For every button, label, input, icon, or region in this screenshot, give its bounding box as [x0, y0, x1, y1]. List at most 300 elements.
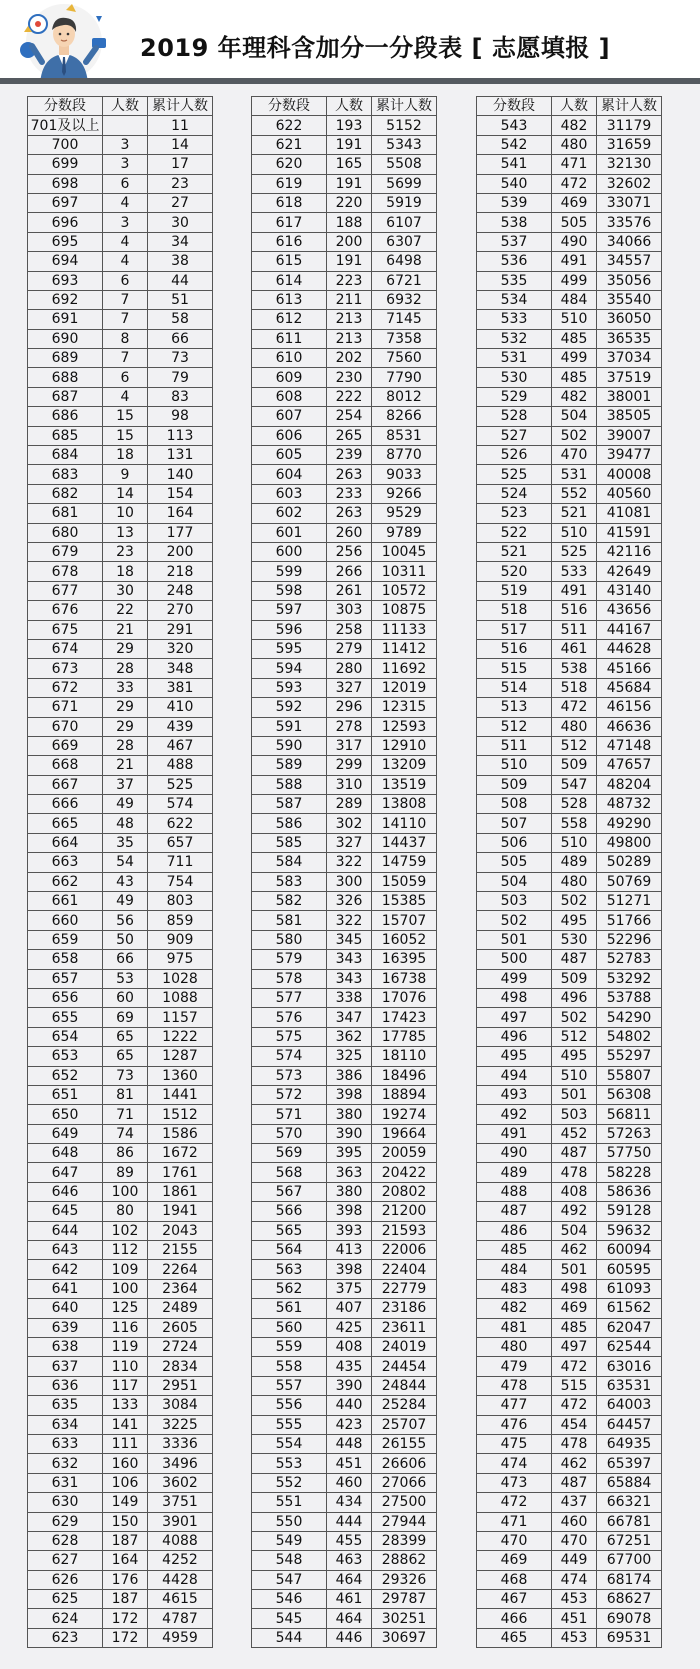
cell-score-range: 498 [477, 988, 552, 1007]
cell-count: 487 [552, 1144, 597, 1163]
cell-count: 106 [103, 1473, 148, 1492]
table-row [252, 1628, 437, 1647]
cell-count: 60 [103, 988, 148, 1007]
cell-cumulative: 5699 [372, 174, 437, 193]
cell-count: 558 [552, 814, 597, 833]
cell-score-range: 670 [28, 717, 103, 736]
cell-count: 191 [327, 174, 372, 193]
cell-score-range: 467 [477, 1590, 552, 1609]
cell-count: 482 [552, 387, 597, 406]
table-row [28, 1338, 213, 1357]
cell-count: 408 [552, 1182, 597, 1201]
cell-score-range: 486 [477, 1221, 552, 1240]
table-row [28, 193, 213, 212]
cell-count: 263 [327, 465, 372, 484]
cell-score-range: 595 [252, 639, 327, 658]
table-row [252, 193, 437, 212]
table-row [252, 601, 437, 620]
cell-count: 160 [103, 1454, 148, 1473]
cell-score-range: 698 [28, 174, 103, 193]
cell-cumulative: 8531 [372, 426, 437, 445]
cell-score-range: 664 [28, 833, 103, 852]
cell-score-range: 499 [477, 969, 552, 988]
cell-score-range: 622 [252, 116, 327, 135]
cell-count: 398 [327, 1202, 372, 1221]
cell-cumulative: 270 [148, 601, 213, 620]
table-row [28, 1454, 213, 1473]
cell-score-range: 684 [28, 446, 103, 465]
table-row [28, 756, 213, 775]
cell-count: 4 [103, 252, 148, 271]
table-row [477, 872, 662, 891]
table-row [477, 1512, 662, 1531]
cell-score-range: 603 [252, 484, 327, 503]
cell-score-range: 502 [477, 911, 552, 930]
table-row [252, 135, 437, 154]
cell-score-range: 570 [252, 1124, 327, 1143]
table-row [477, 717, 662, 736]
cell-score-range: 582 [252, 892, 327, 911]
cell-count: 18 [103, 446, 148, 465]
cell-cumulative: 18110 [372, 1047, 437, 1066]
cell-cumulative: 15385 [372, 892, 437, 911]
table-row [28, 232, 213, 251]
table-row [252, 310, 437, 329]
cell-count: 446 [327, 1628, 372, 1647]
cell-cumulative: 32602 [597, 174, 662, 193]
cell-score-range: 665 [28, 814, 103, 833]
cell-count: 547 [552, 775, 597, 794]
cell-cumulative: 33071 [597, 193, 662, 212]
cell-score-range: 539 [477, 193, 552, 212]
table-row [477, 988, 662, 1007]
cell-cumulative: 17423 [372, 1008, 437, 1027]
table-row [252, 736, 437, 755]
cell-count: 449 [552, 1551, 597, 1570]
cell-count: 74 [103, 1124, 148, 1143]
cell-count: 21 [103, 756, 148, 775]
cell-score-range: 677 [28, 581, 103, 600]
cell-cumulative: 14437 [372, 833, 437, 852]
cell-cumulative: 3751 [148, 1493, 213, 1512]
cell-score-range: 592 [252, 698, 327, 717]
cell-count: 278 [327, 717, 372, 736]
cell-score-range: 616 [252, 232, 327, 251]
cell-score-range: 515 [477, 659, 552, 678]
cell-score-range: 676 [28, 601, 103, 620]
table-row [252, 1396, 437, 1415]
cell-cumulative: 25284 [372, 1396, 437, 1415]
table-row [252, 1105, 437, 1124]
cell-cumulative: 754 [148, 872, 213, 891]
cell-score-range: 554 [252, 1434, 327, 1453]
cell-count: 496 [552, 988, 597, 1007]
cell-count: 109 [103, 1260, 148, 1279]
cell-count: 504 [552, 407, 597, 426]
cell-cumulative: 30251 [372, 1609, 437, 1628]
cell-score-range: 504 [477, 872, 552, 891]
cell-count: 380 [327, 1182, 372, 1201]
cell-score-range: 692 [28, 290, 103, 309]
cell-count: 265 [327, 426, 372, 445]
table-row [252, 252, 437, 271]
cell-count: 165 [327, 155, 372, 174]
cell-cumulative: 66321 [597, 1493, 662, 1512]
cell-count: 510 [552, 523, 597, 542]
cell-count: 538 [552, 659, 597, 678]
cell-cumulative: 31179 [597, 116, 662, 135]
cell-score-range: 503 [477, 892, 552, 911]
cell-count: 110 [103, 1357, 148, 1376]
cell-cumulative: 381 [148, 678, 213, 697]
cell-cumulative: 16395 [372, 950, 437, 969]
cell-cumulative: 35540 [597, 290, 662, 309]
cell-cumulative: 3602 [148, 1473, 213, 1492]
cell-count: 453 [552, 1590, 597, 1609]
cell-count: 187 [103, 1590, 148, 1609]
table-row [252, 1047, 437, 1066]
cell-count: 470 [552, 446, 597, 465]
table-row [477, 1299, 662, 1318]
cell-cumulative: 44167 [597, 620, 662, 639]
cell-score-range: 549 [252, 1531, 327, 1550]
cell-cumulative: 23 [148, 174, 213, 193]
cell-cumulative: 9529 [372, 504, 437, 523]
cell-score-range: 548 [252, 1551, 327, 1570]
cell-cumulative: 131 [148, 446, 213, 465]
table-row [28, 1473, 213, 1492]
cell-cumulative: 46636 [597, 717, 662, 736]
table-row [28, 853, 213, 872]
cell-count: 462 [552, 1241, 597, 1260]
cell-count: 521 [552, 504, 597, 523]
cell-score-range: 487 [477, 1202, 552, 1221]
table-row [252, 833, 437, 852]
cell-cumulative: 55807 [597, 1066, 662, 1085]
table-row [252, 620, 437, 639]
cell-score-range: 659 [28, 930, 103, 949]
cell-score-range: 466 [477, 1609, 552, 1628]
cell-count: 499 [552, 349, 597, 368]
table-row [252, 853, 437, 872]
cell-score-range: 493 [477, 1085, 552, 1104]
table-row [252, 756, 437, 775]
cell-count: 29 [103, 698, 148, 717]
table-row [252, 872, 437, 891]
cell-score-range: 470 [477, 1531, 552, 1550]
cell-cumulative: 40008 [597, 465, 662, 484]
cell-score-range: 522 [477, 523, 552, 542]
cell-cumulative: 51271 [597, 892, 662, 911]
cell-count: 518 [552, 678, 597, 697]
cell-count: 102 [103, 1221, 148, 1240]
cell-cumulative: 154 [148, 484, 213, 503]
table-row [28, 1512, 213, 1531]
cell-count: 54 [103, 853, 148, 872]
table-row [252, 562, 437, 581]
cell-score-range: 596 [252, 620, 327, 639]
table-row [477, 155, 662, 174]
cell-cumulative: 6307 [372, 232, 437, 251]
cell-count: 81 [103, 1085, 148, 1104]
table-row [28, 930, 213, 949]
table-row [28, 484, 213, 503]
cell-score-range: 649 [28, 1124, 103, 1143]
table-row [252, 523, 437, 542]
table-row [477, 1260, 662, 1279]
cell-count: 260 [327, 523, 372, 542]
table-row [28, 1299, 213, 1318]
cell-score-range: 633 [28, 1434, 103, 1453]
cell-score-range: 634 [28, 1415, 103, 1434]
table-row [252, 465, 437, 484]
table-row [252, 1085, 437, 1104]
cell-count: 53 [103, 969, 148, 988]
cell-count: 65 [103, 1047, 148, 1066]
cell-cumulative: 1861 [148, 1182, 213, 1201]
cell-cumulative: 12019 [372, 678, 437, 697]
table-row [477, 1027, 662, 1046]
cell-count: 464 [327, 1609, 372, 1628]
cell-cumulative: 60094 [597, 1241, 662, 1260]
cell-score-range: 568 [252, 1163, 327, 1182]
cell-score-range: 578 [252, 969, 327, 988]
table-row [252, 795, 437, 814]
cell-count: 455 [327, 1531, 372, 1550]
cell-count: 263 [327, 504, 372, 523]
cell-cumulative: 9033 [372, 465, 437, 484]
cell-count: 492 [552, 1202, 597, 1221]
table-row [28, 1221, 213, 1240]
table-row [28, 1415, 213, 1434]
cell-cumulative: 6932 [372, 290, 437, 309]
table-row [477, 1221, 662, 1240]
cell-score-range: 617 [252, 213, 327, 232]
cell-score-range: 683 [28, 465, 103, 484]
cell-cumulative: 4959 [148, 1628, 213, 1647]
cell-cumulative: 27944 [372, 1512, 437, 1531]
table-row [252, 1066, 437, 1085]
cell-count: 258 [327, 620, 372, 639]
cell-score-range: 690 [28, 329, 103, 348]
cell-score-range: 569 [252, 1144, 327, 1163]
cell-cumulative: 25707 [372, 1415, 437, 1434]
table-row [477, 795, 662, 814]
cell-count: 4 [103, 193, 148, 212]
cell-score-range: 529 [477, 387, 552, 406]
cell-score-range: 571 [252, 1105, 327, 1124]
cell-score-range: 669 [28, 736, 103, 755]
header-cumulative: 累计人数 [148, 97, 213, 116]
table-row [477, 368, 662, 387]
cell-cumulative: 64935 [597, 1434, 662, 1453]
cell-score-range: 492 [477, 1105, 552, 1124]
cell-count: 116 [103, 1318, 148, 1337]
cell-score-range: 505 [477, 853, 552, 872]
cell-cumulative: 20059 [372, 1144, 437, 1163]
cell-cumulative: 22006 [372, 1241, 437, 1260]
table-row [28, 310, 213, 329]
cell-count: 512 [552, 1027, 597, 1046]
table-row [28, 1376, 213, 1395]
cell-score-range: 490 [477, 1144, 552, 1163]
cell-cumulative: 30697 [372, 1628, 437, 1647]
table-row [252, 1570, 437, 1589]
cell-cumulative: 1028 [148, 969, 213, 988]
cell-score-range: 472 [477, 1493, 552, 1512]
cell-score-range: 469 [477, 1551, 552, 1570]
cell-cumulative: 46156 [597, 698, 662, 717]
cell-score-range: 477 [477, 1396, 552, 1415]
table-row [28, 1163, 213, 1182]
table-row [28, 387, 213, 406]
cell-cumulative: 40560 [597, 484, 662, 503]
cell-count: 423 [327, 1415, 372, 1434]
cell-count: 345 [327, 930, 372, 949]
cell-count: 478 [552, 1434, 597, 1453]
cell-score-range: 510 [477, 756, 552, 775]
cell-count: 222 [327, 387, 372, 406]
cell-count: 480 [552, 135, 597, 154]
table-row [252, 775, 437, 794]
cell-count: 193 [327, 116, 372, 135]
cell-score-range: 586 [252, 814, 327, 833]
cell-cumulative: 7358 [372, 329, 437, 348]
cell-cumulative: 38505 [597, 407, 662, 426]
cell-cumulative: 711 [148, 853, 213, 872]
cell-score-range: 534 [477, 290, 552, 309]
cell-count: 472 [552, 174, 597, 193]
table-row [252, 407, 437, 426]
table-header-row [252, 97, 437, 116]
cell-count: 501 [552, 1260, 597, 1279]
cell-cumulative: 36050 [597, 310, 662, 329]
cell-count: 172 [103, 1628, 148, 1647]
cell-cumulative: 47657 [597, 756, 662, 775]
table-row [477, 135, 662, 154]
cell-cumulative: 11 [148, 116, 213, 135]
cell-cumulative: 2489 [148, 1299, 213, 1318]
table-row [252, 988, 437, 1007]
cell-count: 437 [552, 1493, 597, 1512]
table-row [28, 542, 213, 561]
table-row [28, 1047, 213, 1066]
cell-cumulative: 5343 [372, 135, 437, 154]
cell-cumulative: 24454 [372, 1357, 437, 1376]
cell-cumulative: 10045 [372, 542, 437, 561]
table-row [477, 833, 662, 852]
cell-cumulative: 45684 [597, 678, 662, 697]
cell-cumulative: 218 [148, 562, 213, 581]
cell-count: 472 [552, 1396, 597, 1415]
cell-count: 528 [552, 795, 597, 814]
cell-score-range: 598 [252, 581, 327, 600]
cell-count: 100 [103, 1279, 148, 1298]
cell-cumulative: 65397 [597, 1454, 662, 1473]
cell-score-range: 532 [477, 329, 552, 348]
cell-score-range: 611 [252, 329, 327, 348]
table-row [477, 1066, 662, 1085]
cell-score-range: 535 [477, 271, 552, 290]
table-row [28, 155, 213, 174]
cell-count: 300 [327, 872, 372, 891]
cell-cumulative: 291 [148, 620, 213, 639]
cell-score-range: 685 [28, 426, 103, 445]
cell-cumulative: 39007 [597, 426, 662, 445]
cell-score-range: 694 [28, 252, 103, 271]
cell-count: 451 [552, 1609, 597, 1628]
cell-score-range: 489 [477, 1163, 552, 1182]
score-table-right [476, 96, 662, 1648]
cell-score-range: 540 [477, 174, 552, 193]
cell-score-range: 606 [252, 426, 327, 445]
cell-cumulative: 8266 [372, 407, 437, 426]
cell-cumulative: 68174 [597, 1570, 662, 1589]
table-row [28, 1008, 213, 1027]
cell-count: 362 [327, 1027, 372, 1046]
table-row [28, 504, 213, 523]
cell-count: 89 [103, 1163, 148, 1182]
cell-cumulative: 66 [148, 329, 213, 348]
cell-score-range: 584 [252, 853, 327, 872]
cell-count: 512 [552, 736, 597, 755]
businessman-logo-icon [18, 2, 114, 84]
table-row [477, 1570, 662, 1589]
cell-count: 474 [552, 1570, 597, 1589]
cell-cumulative: 574 [148, 795, 213, 814]
cell-cumulative: 11133 [372, 620, 437, 639]
cell-score-range: 686 [28, 407, 103, 426]
header-count: 人数 [327, 97, 372, 116]
cell-count: 454 [552, 1415, 597, 1434]
table-row [28, 872, 213, 891]
cell-cumulative: 1761 [148, 1163, 213, 1182]
cell-score-range: 626 [28, 1570, 103, 1589]
cell-cumulative: 14759 [372, 853, 437, 872]
cell-count: 398 [327, 1260, 372, 1279]
score-table-middle [251, 96, 437, 1648]
cell-count: 464 [327, 1570, 372, 1589]
table-row [28, 562, 213, 581]
cell-cumulative: 23611 [372, 1318, 437, 1337]
cell-count: 469 [552, 193, 597, 212]
cell-score-range: 679 [28, 542, 103, 561]
table-row [477, 678, 662, 697]
cell-score-range: 481 [477, 1318, 552, 1337]
cell-score-range: 509 [477, 775, 552, 794]
cell-cumulative: 3901 [148, 1512, 213, 1531]
table-row [477, 969, 662, 988]
cell-score-range: 523 [477, 504, 552, 523]
cell-score-range: 631 [28, 1473, 103, 1492]
table-row [252, 1551, 437, 1570]
cell-cumulative: 7790 [372, 368, 437, 387]
cell-cumulative: 52296 [597, 930, 662, 949]
cell-score-range: 506 [477, 833, 552, 852]
table-header-row [477, 97, 662, 116]
cell-count: 509 [552, 756, 597, 775]
table-row [477, 1415, 662, 1434]
cell-cumulative: 10572 [372, 581, 437, 600]
table-row [477, 1008, 662, 1027]
cell-score-range: 590 [252, 736, 327, 755]
cell-cumulative: 17 [148, 155, 213, 174]
table-row [28, 1279, 213, 1298]
cell-score-range: 609 [252, 368, 327, 387]
table-row [252, 1124, 437, 1143]
cell-count: 29 [103, 639, 148, 658]
cell-count: 511 [552, 620, 597, 639]
